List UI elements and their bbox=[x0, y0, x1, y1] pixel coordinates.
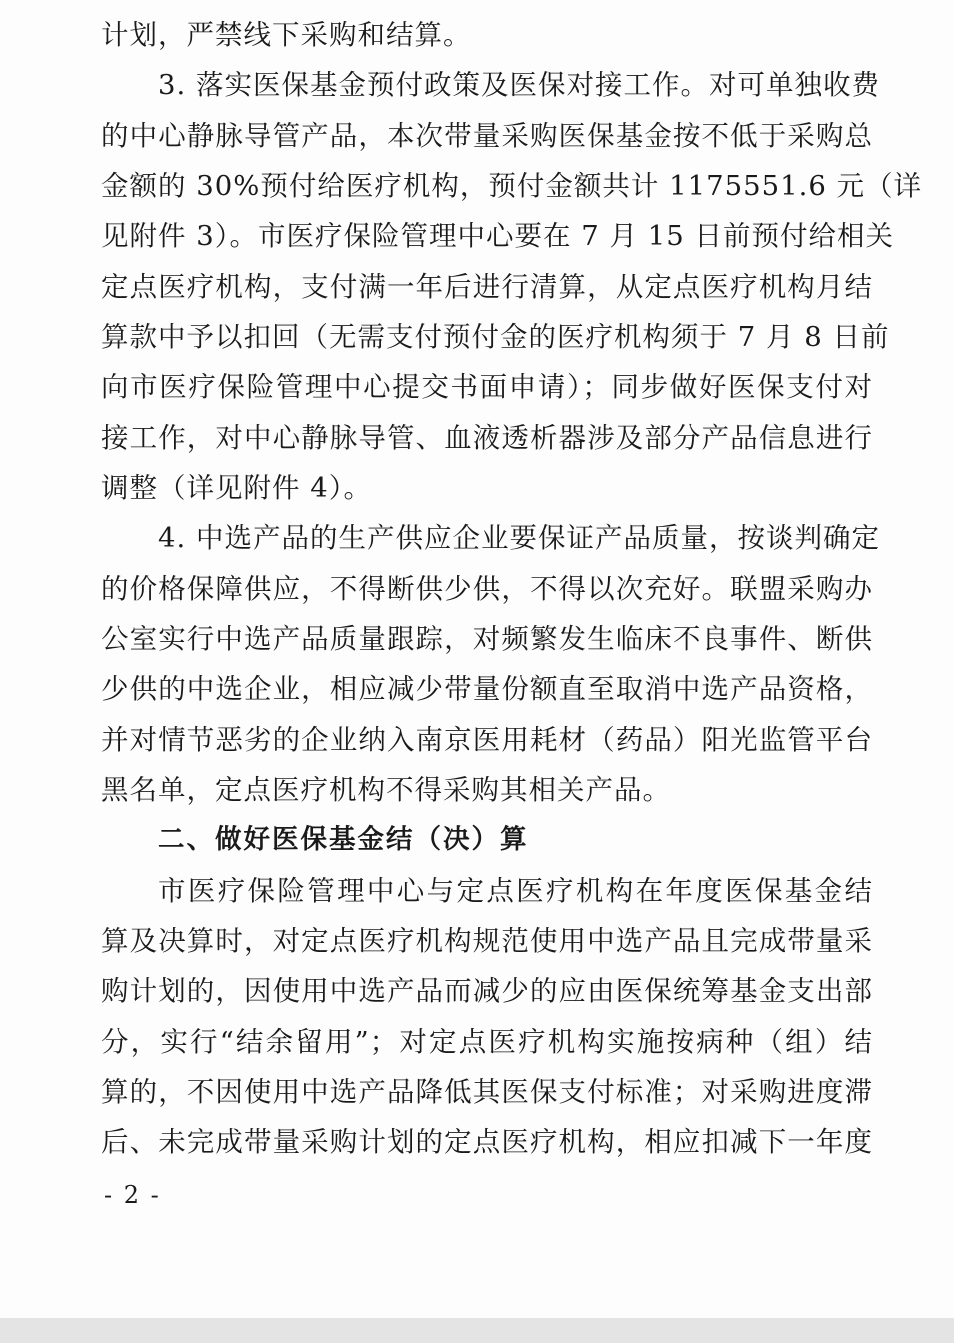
text-line: 少供的中选企业，相应减少带量份额直至取消中选产品资格， bbox=[101, 673, 873, 705]
page-number: - 2 - bbox=[104, 1181, 161, 1209]
text-line: 金额的 30%预付给医疗机构，预付金额共计 1175551.6 元（详 bbox=[101, 170, 923, 202]
text-line: 黑名单，定点医疗机构不得采购其相关产品。 bbox=[101, 774, 671, 806]
text-line: 算的，不因使用中选产品降低其医保支付标准；对采购进度滞 bbox=[101, 1076, 873, 1108]
text-line: 调整（详见附件 4）。 bbox=[101, 472, 372, 504]
text-line: 3. 落实医保基金预付政策及医保对接工作。对可单独收费 bbox=[158, 69, 880, 101]
text-line: 的中心静脉导管产品，本次带量采购医保基金按不低于采购总 bbox=[101, 120, 873, 152]
text-line: 算款中予以扣回（无需支付预付金的医疗机构须于 7 月 8 日前 bbox=[101, 321, 890, 353]
text-line: 接工作，对中心静脉导管、血液透析器涉及部分产品信息进行 bbox=[101, 422, 873, 454]
text-line: 的价格保障供应，不得断供少供，不得以次充好。联盟采购办 bbox=[101, 573, 873, 605]
text-line: 定点医疗机构，支付满一年后进行清算，从定点医疗机构月结 bbox=[101, 271, 873, 303]
text-line: 4. 中选产品的生产供应企业要保证产品质量，按谈判确定 bbox=[158, 522, 880, 554]
text-line: 见附件 3）。市医疗保险管理中心要在 7 月 15 日前预付给相关 bbox=[101, 220, 894, 252]
text-line: 后、未完成带量采购计划的定点医疗机构，相应扣减下一年度 bbox=[101, 1126, 873, 1158]
text-line: 分，实行“结余留用”；对定点医疗机构实施按病种（组）结 bbox=[101, 1026, 873, 1058]
section-heading: 二、做好医保基金结（决）算 bbox=[158, 824, 529, 855]
text-line: 并对情节恶劣的企业纳入南京医用耗材（药品）阳光监管平台 bbox=[101, 724, 873, 756]
text-line: 公室实行中选产品质量跟踪，对频繁发生临床不良事件、断供 bbox=[101, 623, 873, 655]
text-line: 购计划的，因使用中选产品而减少的应由医保统筹基金支出部 bbox=[101, 975, 873, 1007]
text-line: 计划，严禁线下采购和结算。 bbox=[101, 19, 472, 51]
text-line: 市医疗保险管理中心与定点医疗机构在年度医保基金结 bbox=[158, 875, 873, 907]
bottom-bar bbox=[0, 1318, 954, 1343]
text-line: 算及决算时，对定点医疗机构规范使用中选产品且完成带量采 bbox=[101, 925, 873, 957]
text-line: 向市医疗保险管理中心提交书面申请）；同步做好医保支付对 bbox=[101, 371, 873, 403]
